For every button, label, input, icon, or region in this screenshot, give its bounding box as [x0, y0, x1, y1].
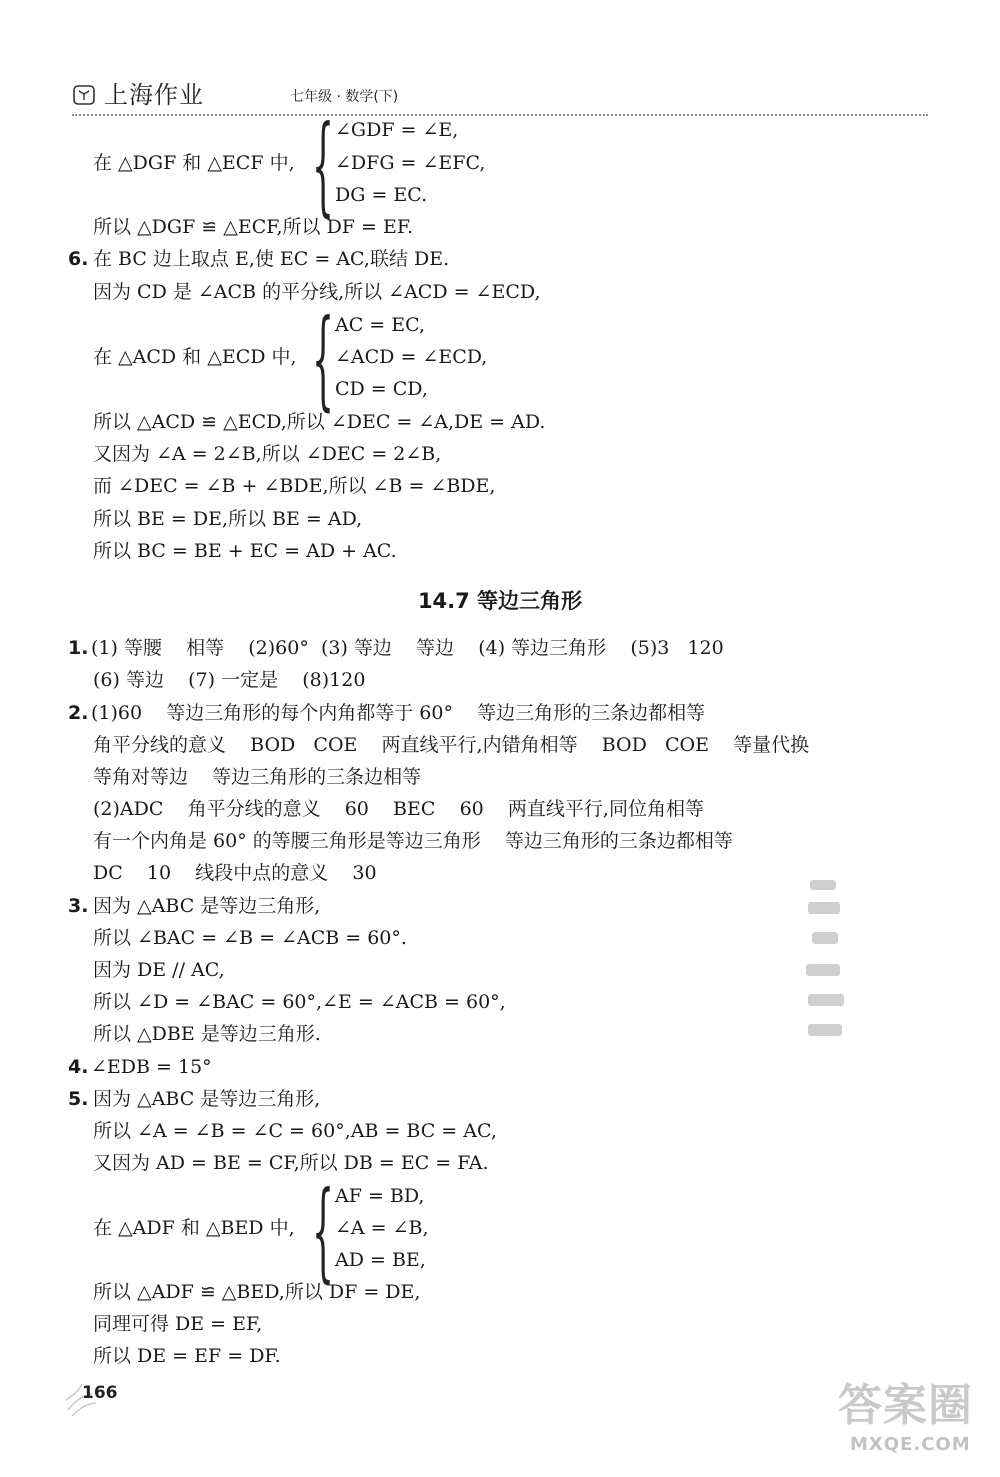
text-line: (1) 等腰 相等 (2)60° (3) 等边 等边 (4) 等边三角形 (5)3 120: [91, 637, 724, 659]
page-number: 166: [82, 1383, 118, 1403]
problem-number: 5.: [68, 1088, 89, 1110]
text-line: 在 △ACD 和 △ECD 中,: [93, 346, 297, 368]
text-line: 所以 BE = DE,所以 BE = AD,: [93, 508, 363, 530]
brace-symbol: {: [312, 1169, 334, 1294]
watermark-url: MXQE.COM: [850, 1434, 971, 1455]
site-watermark: [838, 1380, 988, 1462]
text-line: 又因为 ∠A = 2∠B,所以 ∠DEC = 2∠B,: [93, 443, 442, 465]
text-line: (1)60 等边三角形的每个内角都等于 60° 等边三角形的三条边都相等: [91, 702, 706, 724]
text-line: 所以 △ADF ≌ △BED,所以 DF = DE,: [93, 1281, 421, 1303]
brace-symbol: {: [312, 297, 334, 422]
text-line: DG = EC.: [335, 184, 428, 206]
text-line: 所以 ∠D = ∠BAC = 60°,∠E = ∠ACB = 60°,: [93, 991, 506, 1013]
brace-symbol: {: [312, 103, 334, 228]
text-line: ∠GDF = ∠E,: [335, 119, 459, 141]
text-line: AD = BE,: [335, 1249, 426, 1271]
section-title: 14.7 等边三角形: [417, 589, 583, 613]
problem-number: 2.: [68, 702, 89, 724]
problem-number: 1.: [68, 637, 89, 659]
book-logo-icon: [72, 83, 96, 107]
text-line: 所以 △ACD ≌ △ECD,所以 ∠DEC = ∠A,DE = AD.: [93, 411, 546, 433]
text-line: 在 △ADF 和 △BED 中,: [93, 1217, 295, 1239]
header-divider: [72, 114, 928, 116]
text-line: 所以 △DBE 是等边三角形.: [93, 1023, 321, 1045]
watermark-logo-text: 答案圈: [838, 1380, 973, 1431]
text-line: 所以 ∠BAC = ∠B = ∠ACB = 60°.: [93, 927, 407, 949]
text-line: ∠EDB = 15°: [91, 1056, 212, 1078]
text-line: 同理可得 DE = EF,: [93, 1313, 263, 1335]
text-line: 角平分线的意义 BOD COE 两直线平行,内错角相等 BOD COE 等量代换: [93, 734, 810, 756]
book-title: 上海作业: [104, 81, 204, 109]
text-line: DC 10 线段中点的意义 30: [93, 862, 377, 884]
problem-number: 3.: [68, 895, 89, 917]
text-line: 所以 △DGF ≌ △ECF,所以 DF = EF.: [93, 216, 414, 238]
text-line: 因为 CD 是 ∠ACB 的平分线,所以 ∠ACD = ∠ECD,: [93, 281, 541, 303]
text-line: 在 BC 边上取点 E,使 EC = AC,联结 DE.: [93, 248, 450, 270]
problem-number: 4.: [68, 1056, 89, 1078]
text-line: (2)ADC 角平分线的意义 60 BEC 60 两直线平行,同位角相等: [93, 798, 704, 820]
text-line: 又因为 AD = BE = CF,所以 DB = EC = FA.: [93, 1152, 489, 1174]
text-line: 所以 BC = BE + EC = AD + AC.: [93, 540, 397, 562]
text-line: ∠DFG = ∠EFC,: [335, 152, 486, 174]
text-line: 所以 DE = EF = DF.: [93, 1345, 281, 1367]
text-line: CD = CD,: [335, 378, 428, 400]
problem-number: 6.: [68, 248, 89, 270]
scan-artifact: [800, 860, 850, 1060]
text-line: 所以 ∠A = ∠B = ∠C = 60°,AB = BC = AC,: [93, 1120, 497, 1142]
text-line: ∠ACD = ∠ECD,: [335, 346, 488, 368]
text-line: 而 ∠DEC = ∠B + ∠BDE,所以 ∠B = ∠BDE,: [93, 475, 496, 497]
page-header: [72, 80, 928, 114]
text-line: AF = BD,: [335, 1185, 425, 1207]
text-line: 在 △DGF 和 △ECF 中,: [93, 152, 295, 174]
book-subtitle: 七年级 · 数学(下): [290, 89, 399, 105]
text-line: (6) 等边 (7) 一定是 (8)120: [93, 669, 366, 691]
text-line: AC = EC,: [335, 314, 426, 336]
text-line: 因为 DE // AC,: [93, 959, 225, 981]
text-line: 有一个内角是 60° 的等腰三角形是等边三角形 等边三角形的三条边都相等: [93, 830, 733, 852]
text-line: 因为 △ABC 是等边三角形,: [93, 1088, 321, 1110]
text-line: 等角对等边 等边三角形的三条边相等: [93, 766, 422, 788]
text-line: 因为 △ABC 是等边三角形,: [93, 895, 321, 917]
text-line: ∠A = ∠B,: [335, 1217, 429, 1239]
